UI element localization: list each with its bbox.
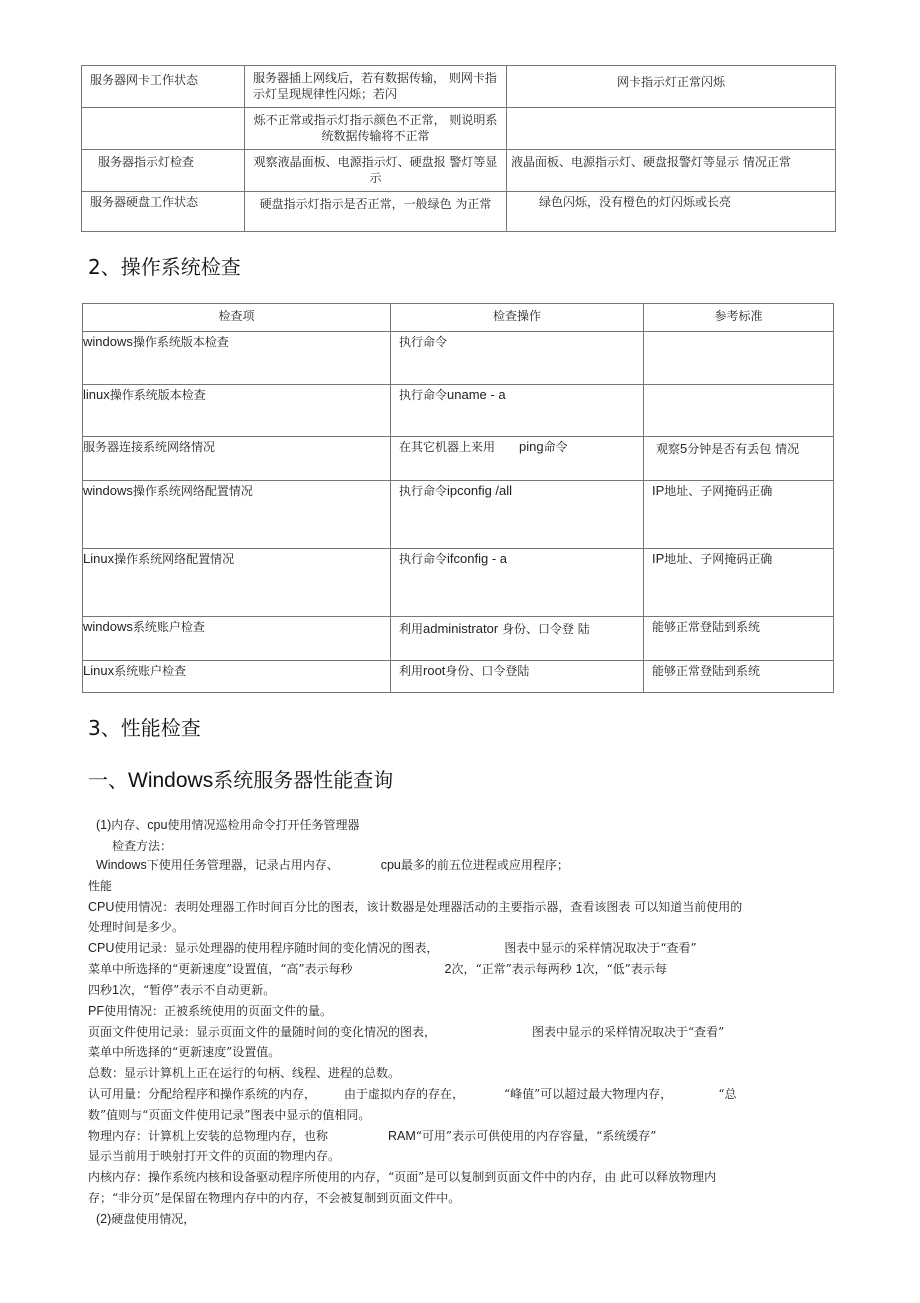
hardware-check-table [81,65,836,232]
paragraph-line: 处理时间是多少。 [88,920,185,934]
table-cell: 绿色闪烁，没有橙色的灯闪烁或长亮 [507,192,836,232]
paragraph-line: 页面文件使用记录：显示页面文件的量随时间的变化情况的图表， 图表中显示的采样情况取决于“查看” [88,1025,725,1039]
table-row [83,437,834,481]
paragraph-line: 菜单中所选择的“更新速度”设置值。 [88,1045,281,1059]
table-row [83,661,834,693]
table-cell: 服务器硬盘工作状态 [82,192,245,232]
table-cell: 执行命令 [391,332,644,385]
table-cell: 能够正常登陆到系统 [644,661,834,693]
table-cell [82,108,245,150]
paragraph-line: (2)硬盘使用情况， [96,1212,196,1226]
table-row [83,549,834,617]
section-heading: 3、性能检查 [88,716,201,740]
paragraph-line: 性能 [88,879,113,893]
table-row [83,385,834,437]
table-cell: IP地址、子网掩码正确 [644,549,834,617]
table-cell: IP地址、子网掩码正确 [644,481,834,549]
os-check-table [82,303,834,693]
paragraph-line: 物理内存：计算机上安装的总物理内存，也称 RAM“可用”表示可供使用的内存容量，“系统缓存” [88,1129,657,1143]
table-row [82,150,836,192]
table-cell: 执行命令uname - a [391,385,644,437]
table-cell: 网卡指示灯正常闪烁 [507,66,836,108]
table-row [83,481,834,549]
column-header: 参考标准 [644,304,834,332]
table-row [83,332,834,385]
table-cell: 观察5分钟是否有丢包 情况 [644,437,834,481]
column-header: 检查操作 [391,304,644,332]
paragraph-line: 数”值则与“页面文件使用记录”图表中显示的值相同。 [88,1108,371,1122]
table-cell: windows操作系统版本检查 [83,332,391,385]
table-cell: 执行命令ifconfig - a [391,549,644,617]
table-cell: 观察液晶面板、电源指示灯、硬盘报 警灯等显示 [245,150,507,192]
paragraph-line: 存；“非分页”是保留在物理内存中的内存，不会被复制到页面文件中。 [88,1191,461,1205]
table-cell [507,108,836,150]
table-cell: windows操作系统网络配置情况 [83,481,391,549]
section-heading: 2、操作系统检查 [88,255,241,279]
paragraph-line: 四秒1次，“暂停”表示不自动更新。 [88,983,276,997]
table-cell: Linux系统账户检查 [83,661,391,693]
subsection-heading: 一、Windows系统服务器性能查询 [88,768,394,792]
table-cell: 能够正常登陆到系统 [644,617,834,661]
table-cell: 利用administrator 身份、口令登 陆 [391,617,644,661]
table-row [82,108,836,150]
table-cell: 烁不正常或指示灯指示颜色不正常， 则说明系统数据传输将不正常 [245,108,507,150]
table-cell: 执行命令ipconfig /all [391,481,644,549]
column-header: 检查项 [83,304,391,332]
table-cell: 服务器插上网线后，若有数据传输， 则网卡指示灯呈现规律性闪烁；若闪 [245,66,507,108]
table-row [83,617,834,661]
table-header-row [83,304,834,332]
table-cell: 利用root身份、口令登陆 [391,661,644,693]
table-cell: 在其它机器上来用 ping命令 [391,437,644,481]
table-cell: Linux操作系统网络配置情况 [83,549,391,617]
paragraph-line: 显示当前用于映射打开文件的页面的物理内存。 [88,1149,341,1163]
table-cell: 液晶面板、电源指示灯、硬盘报警灯等显示 情况正常 [507,150,836,192]
paragraph-line: CPU使用情况：表明处理器工作时间百分比的图表，该计数器是处理器活动的主要指示器，查看该图表 可以知道当前使用的 [88,900,743,914]
table-cell: 服务器连接系统网络情况 [83,437,391,481]
paragraph-line: 菜单中所选择的“更新速度”设置值，“高”表示每秒 2次，“正常”表示每两秒 1次，“低”表示每 [88,962,667,976]
table-cell: 硬盘指示灯指示是否正常，一般绿色 为正常 [245,192,507,232]
paragraph-line: 总数：显示计算机上正在运行的句柄、线程、进程的总数。 [88,1066,401,1080]
paragraph-line: PF使用情况：正被系统使用的页面文件的量。 [88,1004,332,1018]
table-row [82,66,836,108]
table-cell: 服务器指示灯检查 [82,150,245,192]
paragraph-line: Windows下使用任务管理器，记录占用内存、 cpu最多的前五位进程或应用程序； [96,858,569,872]
table-cell [644,332,834,385]
table-cell [644,385,834,437]
table-cell: windows系统账户检查 [83,617,391,661]
paragraph-line: 内核内存：操作系统内核和设备驱动程序所使用的内存，“页面”是可以复制到页面文件中的内存，由 此可以释放物理内 [88,1170,717,1184]
table-row [82,192,836,232]
paragraph-line: (1)内存、cpu使用情况巡检用命令打开任务管理器 [96,818,360,832]
paragraph-line: 检查方法： [112,839,173,853]
paragraph-line: CPU使用记录：显示处理器的使用程序随时间的变化情况的图表， 图表中显示的采样情况取决于“查看” [88,941,697,955]
table-cell: 服务器网卡工作状态 [82,66,245,108]
paragraph-line: 认可用量：分配给程序和操作系统的内存， 由于虚拟内存的存在， “峰值”可以超过最大物理内存， “总 [88,1087,737,1101]
table-cell: linux操作系统版本检查 [83,385,391,437]
